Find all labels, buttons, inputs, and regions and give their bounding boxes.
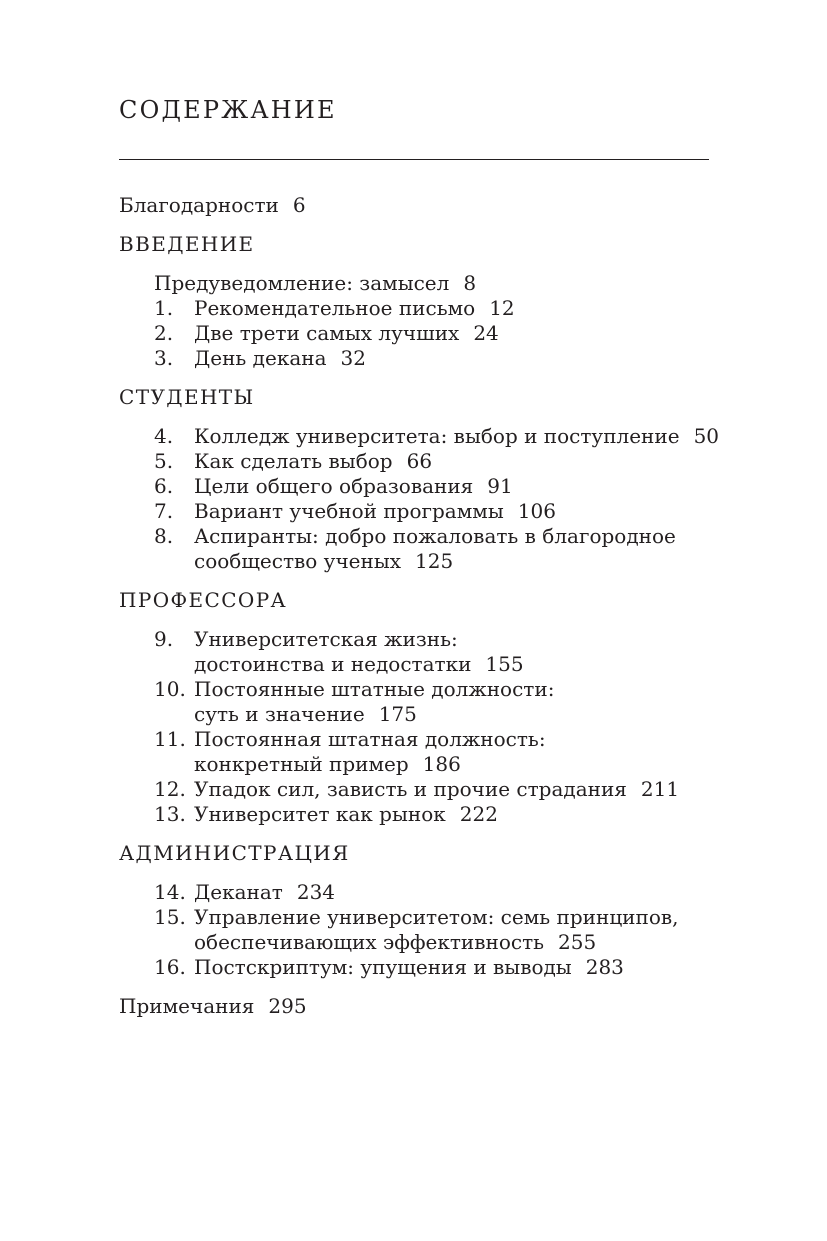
- toc-chapter-16[interactable]: [119, 955, 719, 980]
- section-heading-administration: АДМИНИСТРАЦИЯ: [119, 841, 350, 865]
- toc-chapter-14[interactable]: [119, 880, 719, 905]
- chapter-title: Вариант учебной программы: [194, 499, 504, 523]
- chapter-number: 2.: [154, 321, 174, 345]
- chapter-title: Упадок сил, зависть и прочие страдания: [194, 777, 627, 801]
- chapter-title-line: Университетская жизнь:: [194, 627, 458, 651]
- chapter-number: 6.: [154, 474, 174, 498]
- chapter-number: 16.: [154, 955, 186, 979]
- toc-chapter-11[interactable]: [119, 727, 719, 777]
- chapter-number: 11.: [154, 727, 186, 751]
- chapter-title: День декана: [194, 346, 327, 370]
- chapter-page: 125: [415, 549, 454, 573]
- chapter-title-line: суть и значение: [194, 702, 365, 726]
- chapter-number: 3.: [154, 346, 174, 370]
- chapter-number: 12.: [154, 777, 186, 801]
- entry-label: Благодарности: [119, 193, 279, 217]
- chapter-page: 234: [296, 880, 336, 904]
- chapter-title: Деканат: [194, 880, 283, 904]
- toc-chapter-2[interactable]: [119, 321, 719, 346]
- chapter-title-line: Аспиранты: добро пожаловать в благородное: [194, 524, 676, 548]
- toc-chapter-7[interactable]: [119, 499, 719, 524]
- chapter-title: Цели общего образования: [194, 474, 474, 498]
- page-title: СОДЕРЖАНИЕ: [119, 96, 337, 124]
- chapter-title-line: конкретный пример: [194, 752, 409, 776]
- toc-chapter-8[interactable]: [119, 524, 719, 574]
- chapter-number: 4.: [154, 424, 174, 448]
- toc-chapter-5[interactable]: [119, 449, 719, 474]
- chapter-title: Как сделать выбор: [194, 449, 393, 473]
- chapter-page: 222: [459, 802, 498, 826]
- toc-chapter-4[interactable]: [119, 424, 719, 449]
- entry-page: 8: [463, 271, 477, 295]
- chapter-number: 7.: [154, 499, 174, 523]
- chapter-page: 283: [585, 955, 624, 979]
- chapter-page: 66: [406, 449, 433, 473]
- entry-page: 6: [292, 193, 306, 217]
- chapter-number: 13.: [154, 802, 186, 826]
- chapter-title-line: Управление университетом: семь принципов,: [194, 905, 679, 929]
- chapter-number: 15.: [154, 905, 186, 929]
- chapter-page: 211: [640, 777, 680, 801]
- entry-label: Примечания: [119, 994, 255, 1018]
- chapter-page: 32: [340, 346, 366, 370]
- chapter-number: 1.: [154, 296, 174, 320]
- chapter-number: 10.: [154, 677, 186, 701]
- chapter-title-line: Постоянная штатная должность:: [194, 727, 546, 751]
- chapter-title: Постскриптум: упущения и выводы: [194, 955, 572, 979]
- chapter-title-line: Постоянные штатные должности:: [194, 677, 555, 701]
- chapter-title-line: сообщество ученых: [194, 549, 402, 573]
- section-heading-students: СТУДЕНТЫ: [119, 385, 255, 409]
- chapter-page: 106: [517, 499, 556, 523]
- toc-chapter-13[interactable]: [119, 802, 719, 827]
- chapter-title: Колледж университета: выбор и поступление: [194, 424, 680, 448]
- toc-entry-preface[interactable]: [154, 271, 719, 296]
- entry-label: Предуведомление: замысел: [154, 271, 450, 295]
- toc-chapter-15[interactable]: [119, 905, 719, 955]
- chapter-page: 12: [489, 296, 515, 320]
- toc-chapter-10[interactable]: [119, 677, 719, 727]
- toc-list: [119, 193, 719, 1019]
- section-heading-intro: ВВЕДЕНИЕ: [119, 232, 255, 256]
- entry-page: 295: [268, 994, 307, 1018]
- chapter-number: 8.: [154, 524, 174, 548]
- toc-chapter-6[interactable]: [119, 474, 719, 499]
- chapter-title-line: обеспечивающих эффективность: [194, 930, 545, 954]
- toc-entry-acknowledgements[interactable]: [119, 193, 719, 218]
- toc-chapter-12[interactable]: [119, 777, 719, 802]
- toc-chapter-9[interactable]: [119, 627, 719, 677]
- chapter-title: Университет как рынок: [194, 802, 446, 826]
- chapter-title-line: достоинства и недостатки: [194, 652, 472, 676]
- toc-entry-notes[interactable]: [119, 994, 719, 1019]
- chapter-number: 14.: [154, 880, 186, 904]
- title-divider: [119, 159, 709, 160]
- chapter-page: 50: [693, 424, 720, 448]
- chapter-title: Рекомендательное письмо: [194, 296, 476, 320]
- toc-chapter-1[interactable]: [119, 296, 719, 321]
- chapter-page: 186: [422, 752, 461, 776]
- chapter-page: 175: [378, 702, 417, 726]
- chapter-page: 91: [487, 474, 513, 498]
- chapter-page: 24: [473, 321, 499, 345]
- toc-chapter-3[interactable]: [119, 346, 719, 371]
- chapter-number: 9.: [154, 627, 174, 651]
- chapter-page: 255: [558, 930, 597, 954]
- chapter-page: 155: [485, 652, 524, 676]
- chapter-title: Две трети самых лучших: [194, 321, 460, 345]
- section-heading-professors: ПРОФЕССОРА: [119, 588, 288, 612]
- chapter-number: 5.: [154, 449, 174, 473]
